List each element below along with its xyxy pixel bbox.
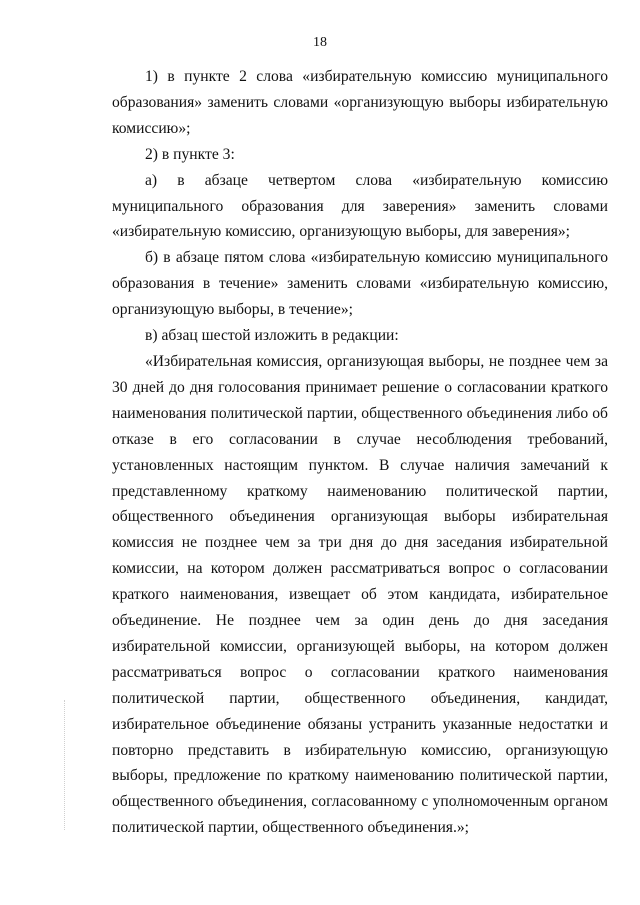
quoted-new-wording: «Избирательная комиссия, организующая выборы, не позднее чем за 30 дней до дня голосования принимает решение о согласовании краткого наименования политической партии, общественного объединения либо об отказе в его согласовании в случае несоблюдения требований, установленных настоящим пунктом. В случае наличия замечаний к представленному краткому наименованию политической партии, общественного объединения организующая выборы избирательная комиссия не позднее чем за три дня до дня заседания избирательной комиссии, на котором должен рассматриваться вопрос о согласовании краткого наименования, извещает об этом кандидата, избирательное объединение. Не позднее чем за один день до дня заседания избирательной комиссии, организующей выборы, на котором должен рассматриваться вопрос о согласовании краткого наименования политической партии, общественного объединения, кандидат, избирательное объединение обязаны устранить указанные недостатки и повторно представить в избирательную комиссию, организующую выборы, предложение по краткому наименованию политической партии, общественного объединения, согласованному с уполномоченным органом политической партии, общественного объединения.»; <box>112 352 608 837</box>
document-body <box>112 64 608 841</box>
paragraph-item-2: 2) в пункте 3: <box>145 145 235 163</box>
page-number: 18 <box>313 35 327 50</box>
paragraph-subitem-v: в) абзац шестой изложить в редакции: <box>145 327 399 345</box>
scan-margin-mark <box>64 700 66 830</box>
paragraph-subitem-a: а) в абзаце четвертом слова «избирательную комиссию муниципального образования для заверения» заменить словами «избирательную комиссию, организующую выборы, для заверения»; <box>112 171 608 241</box>
paragraph-item-1: 1) в пункте 2 слова «избирательную комиссию муниципального образования» заменить словами «организующую выборы избирательную комиссию»; <box>112 68 608 137</box>
paragraph-subitem-b: б) в абзаце пятом слова «избирательную комиссию муниципального образования в течение» заменить словами «избирательную комиссию, организующую выборы, в течение»; <box>112 249 608 319</box>
